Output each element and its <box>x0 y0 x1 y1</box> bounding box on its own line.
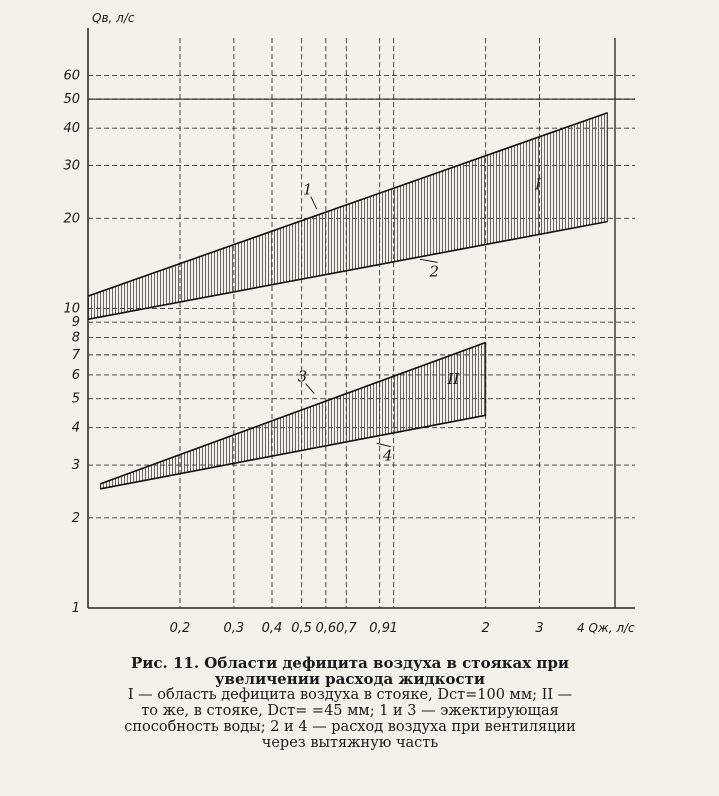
series-label-4: 4 <box>382 446 393 465</box>
y-ticks <box>63 68 80 616</box>
y-tick-label: 5 <box>71 391 80 407</box>
x-tick-label: 3 <box>535 621 544 636</box>
y-tick-label: 8 <box>71 330 80 346</box>
x-tick-label: 0,6 <box>315 621 337 636</box>
y-tick-label: 7 <box>71 347 80 363</box>
x-ticks <box>170 621 544 636</box>
y-tick-label: 50 <box>63 92 80 108</box>
y-tick-label: 2 <box>71 510 80 526</box>
shaded-regions <box>88 113 607 489</box>
x-tick-label: 0,9 <box>369 621 390 636</box>
series-label-2: 2 <box>429 262 440 281</box>
region-I <box>88 113 607 319</box>
y-tick-label: 9 <box>71 315 80 331</box>
y-tick-label: 60 <box>63 68 80 84</box>
x-tick-label: 0,2 <box>169 621 191 636</box>
x-tick-label: 0,5 <box>291 621 312 636</box>
figure-caption <box>120 655 580 751</box>
x-tick-label: 0,7 <box>335 621 357 636</box>
x-tick-label: 0,4 <box>261 621 283 636</box>
x-tick-label: 0,3 <box>223 621 245 636</box>
y-axis-label: Qв, л/с <box>92 11 135 25</box>
x-axis-label: 4 Qж, л/с <box>577 621 635 635</box>
grid <box>88 28 635 608</box>
y-tick-label: 4 <box>71 420 80 436</box>
series-label-3: 3 <box>297 367 308 386</box>
y-tick-label: 10 <box>63 301 80 317</box>
caption-title: Рис. 11. Области дефицита воздуха в стояках при увеличении расхода жидкости <box>130 654 570 688</box>
y-tick-label: 1 <box>71 601 80 616</box>
y-tick-label: 40 <box>63 121 80 137</box>
y-tick-label: 20 <box>63 211 80 227</box>
y-tick-label: 3 <box>71 458 80 474</box>
caption-body: I — область дефицита воздуха в стояке, Dст=100 мм; II — то же, в стояке, Dст= =45 мм; 1 и 3 — эжектирующая способность воды; 2 и 4 — расход воздуха при вентиляции через вытяжную часть <box>124 687 576 751</box>
x-tick-label: 1 <box>389 621 398 636</box>
y-tick-label: 6 <box>71 367 80 383</box>
region-label: II <box>447 369 460 388</box>
region-label: I <box>534 175 541 194</box>
y-tick-label: 30 <box>63 158 80 174</box>
x-tick-label: 2 <box>481 621 490 636</box>
series-label-1: 1 <box>302 180 313 199</box>
